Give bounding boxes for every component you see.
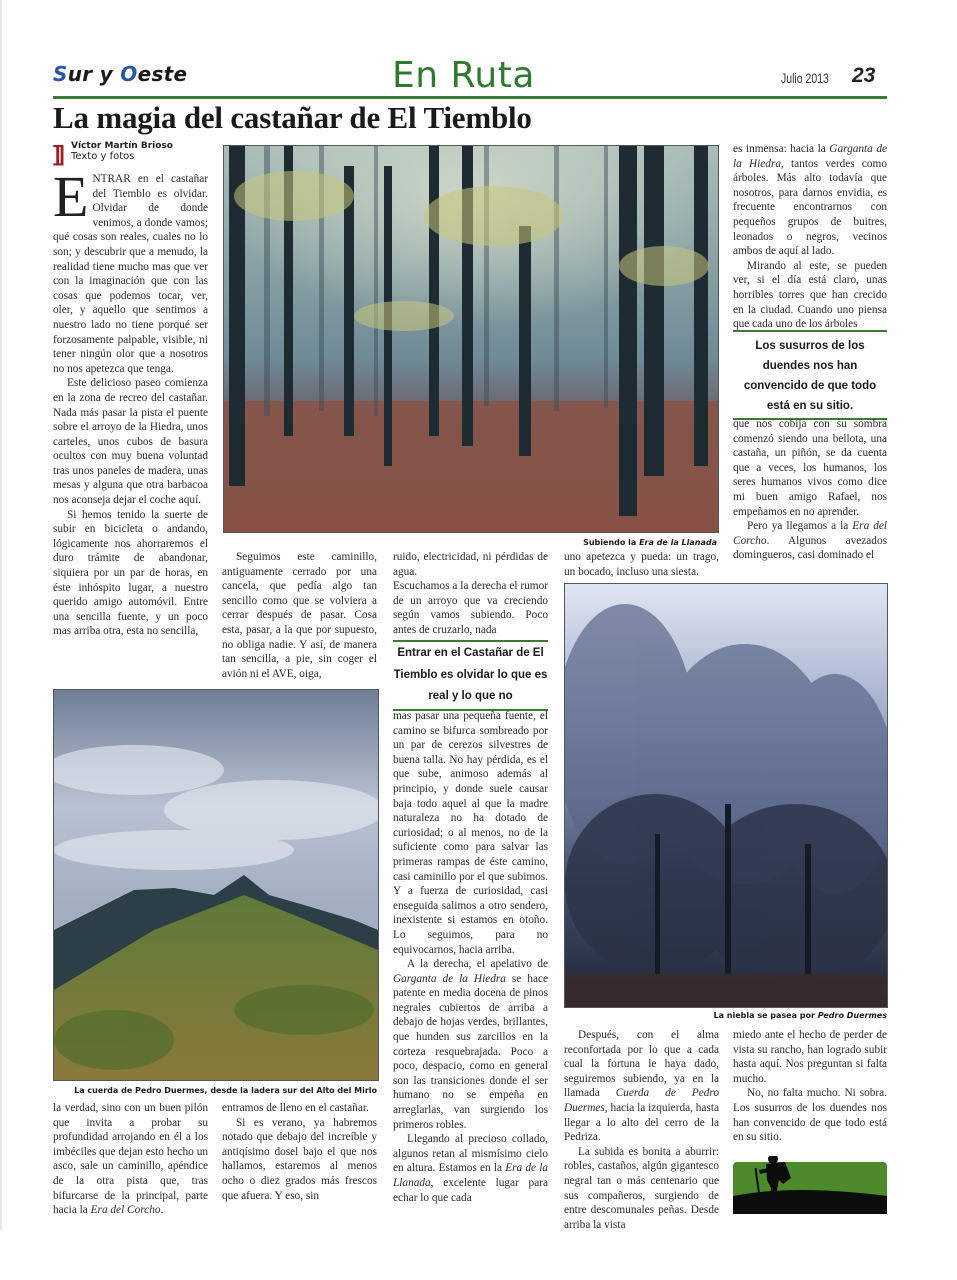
- paragraph: Si hemos tenido la suerte de subir en bicicleta o andando, lógicamente nos ahorraremos el duro trámite de abandonar, siquiera por un par de horas, en éste inhóspito lugar, a nuestro querido amigo automóvil. Entre una sencilla fuente, y un poco mas arriba otra, esta no sencilla,: [53, 508, 208, 638]
- paragraph: Este delicioso paseo comienza en la zona de recreo del castañar. Nada más pasar la pista el puente sobre el arroyo de la Hiedra, unos carteles, unos cubos de basura ocultos con muy buena voluntad tras unos paneles de madera, unas mesas y alguna que otra barbacoa nos aconseja dejar el coche aquí.: [53, 377, 208, 507]
- place-name: Era del Corcho: [733, 520, 887, 547]
- column-5-mid: [733, 417, 887, 563]
- place-name: Era de la Llanada: [393, 1162, 548, 1189]
- hiker-icon: [733, 1156, 887, 1214]
- text: es inmensa: hacia la: [733, 143, 826, 155]
- section-title: En Ruta: [392, 55, 535, 96]
- photo-fog-trees: [564, 583, 888, 1008]
- fog-image: [565, 584, 887, 1007]
- text: hacia la izquierda, hasta llegar a lo alto del cerro de la Pedriza.: [564, 1101, 719, 1144]
- paragraph: mas pasar una pequeña fuente, el camino se bifurca sombreado por un par de cerezos silvestres de buena talla. No hay pérdida, es el que sube, animoso además al principio, y donde suele causar baja todo aquel al que la madre naturaleza no ha dotado de curiosidad; o al menos, no de la suficiente como para salvar las primeras rampas de éste camino, casi caminillo por el que subimos. Y a fuerza de curiosidad, casi enseguida salimos a otro sendero, inexistente si estamos en otoño. Lo seguimos, para no equivocarnos, hacia arriba.: [393, 710, 548, 956]
- section-name-part: ur y: [67, 62, 121, 86]
- text: , excelente lugar para echar lo que cada: [393, 1177, 548, 1204]
- paragraph: NTRAR en el castañar del Tiemblo es olvidar. Olvidar de donde venimos, a donde vamos; qué cosas son reales, cuales no lo son; y descubrir que a menudo, la realidad tiene mucho mas que ver con la imaginación que con las cosas que podemos tocar, ver, oler, y aquello que sentimos a nuestro lado no tiene porqué ser forzosamente palpable, visible, ni tener ningún olor que a nosotros no nos apetezca que tenga.: [53, 173, 208, 375]
- column-4-bottom: [564, 1028, 719, 1232]
- place-name: Garganta de la Hiedra: [393, 972, 506, 985]
- text: Pero ya llegamos a la: [747, 520, 849, 533]
- paragraph: ruido, electricidad, ni pérdidas de agua.: [393, 551, 548, 578]
- text: la verdad, sino con un buen pilón que invita a probar su profundidad arrojando en él a los imbéciles que dejan esto hecho un asco, sale un caminillo, apéndice de la otra pista que, tras bifurcarse de la principal, parte hacia la: [53, 1102, 208, 1217]
- drop-cap: E: [53, 164, 89, 229]
- paragraph: uno apetezca y pueda: un trago, un bocado, incluso una siesta.: [564, 551, 719, 578]
- page-number: 23: [852, 64, 876, 87]
- paragraph: miedo ante el hecho de perder de vista su rancho, han logrado subir hasta aquí. Nos preguntan si falta mucho.: [733, 1029, 887, 1085]
- caption-place: Era de la Llanada: [639, 538, 717, 547]
- mountain-image: [54, 690, 378, 1080]
- text: A la derecha, el apelativo de: [407, 958, 548, 971]
- byline-mark-icon: ]]: [53, 141, 62, 166]
- forest-image: [224, 146, 718, 532]
- paragraph: entramos de lleno en el castañar.: [222, 1102, 369, 1114]
- column-4-mid: [564, 550, 719, 579]
- column-3-top: [393, 550, 548, 638]
- column-3-mid: [393, 709, 548, 1205]
- paragraph: La subida es bonita a aburrir: robles, castaños, algún gigantesco negral tan o más centenario que sus compañeros, surgiendo de entre descomunales peñas. Desde arriba la vista: [564, 1145, 719, 1231]
- header-rule: [53, 96, 887, 99]
- caption-place: Pedro Duermes: [817, 1011, 887, 1020]
- caption-mountain: La cuerda de Pedro Duermes, desde la ladera sur del Alto del Mirlo: [74, 1086, 377, 1095]
- caption-fog: [700, 1011, 887, 1020]
- paragraph: Si es verano, ya habremos notado que debajo del increíble y antiqísimo dosel bajo el que nos hallamos, estaremos al menos ocho o diez grados más frescos que afuera. Y eso, sin: [222, 1116, 377, 1202]
- paragraph: Escuchamos a la derecha el rumor de un arroyo que va creciendo según vamos subiendo. Poco antes de cruzarlo, nada: [393, 580, 548, 636]
- paragraph: que nos cobija con su sombra comenzó siendo una bellota, una castaña, un piñón, se da cuenta que a veces, los humanos, los seres humanos vivos como dice mi buen amigo Rafael, nos empeñamos en no aprender.: [733, 418, 887, 518]
- text: .: [160, 1204, 164, 1217]
- section-name-s: S: [53, 62, 68, 86]
- text: se hace patente en media docena de pinos negrales cubiertos de arriba a debajo de hojas verdes, brillantes, que hunden sus zarcillos en la corteza resquebrajada. Poco a poco, despacio, como en general son las transiciones donde el ser humano no se empeña en arreglarlas, van surgiendo los primeros robles.: [393, 972, 548, 1131]
- caption-forest: [560, 538, 717, 547]
- column-2-bottom: [222, 1101, 377, 1203]
- issue-date: Julio 2013: [781, 70, 829, 86]
- section-name-o: O: [120, 62, 138, 86]
- place-name: Cuerda de Pedro Duermes,: [564, 1087, 719, 1114]
- text: Llegando al precioso collado, algunos retan al mismísimo cielo en altura. Estamos en la: [393, 1133, 548, 1175]
- author-name: Víctor Martín Brioso: [71, 141, 173, 151]
- article-headline: La magia del castañar de El Tiemblo: [53, 100, 532, 135]
- pullquote-1: Entrar en el Castañar de El Tiemblo es olvidar lo que es real y lo que no: [393, 640, 548, 711]
- photo-chestnut-forest: [223, 145, 719, 533]
- place-name: Era del Corcho: [90, 1204, 161, 1217]
- column-2-mid: [222, 550, 377, 681]
- paragraph: No, no falta mucho. Ni sobra. Los susurros de los duendes nos han convencido de que todo está en su sitio.: [733, 1087, 887, 1144]
- column-1-bottom: [53, 1101, 208, 1218]
- author-role: Texto y fotos: [71, 151, 135, 162]
- column-1-top: [53, 164, 208, 639]
- text: . Algunos avezados domingueros, casi dominado el: [733, 534, 887, 562]
- column-5-top: [733, 142, 887, 332]
- section-name: [53, 62, 187, 86]
- caption-text: Subiendo la: [583, 538, 640, 547]
- caption-text: La niebla se pasea por: [713, 1011, 818, 1020]
- page-edge: [0, 0, 2, 1230]
- text: Después, con el alma reconfortada por lo que a cada cual la fortuna le haya dado, seguiremos subiendo, ya en la llamada: [564, 1029, 719, 1100]
- section-name-part: este: [137, 62, 188, 86]
- place-name: Garganta de la Hiedra: [733, 143, 887, 170]
- pullquote-2: Los susurros de los duendes nos han convencido de que todo está en su sitio.: [733, 330, 887, 420]
- paragraph: Seguimos este caminillo, antiguamente cerrado por una cancela, que pedía algo tan sencillo como que se volviera a cerrar después de pasar. Cosa esta, pasar, a la que por supuesto, no obliga nadie. Y así, de manera tan sencilla, a pie, sin coger el avión ni el AVE, oiga,: [222, 551, 377, 680]
- photo-mountain-ridge: [53, 689, 379, 1081]
- column-5-bottom: [733, 1028, 887, 1145]
- text: , tantos verdes como árboles. Más alto todavía que nosotros, para darnos envidia, es frecuente encontrarnos con pequeños grupos de buitres, leonados o negros, vecinos ambos de aquí al lado.: [733, 157, 887, 258]
- paragraph: Mirando al este, se pueden ver, si el día está claro, unas horribles torres que han crecido en la ciudad. Cuando uno piensa que cada uno de los árboles: [733, 259, 887, 331]
